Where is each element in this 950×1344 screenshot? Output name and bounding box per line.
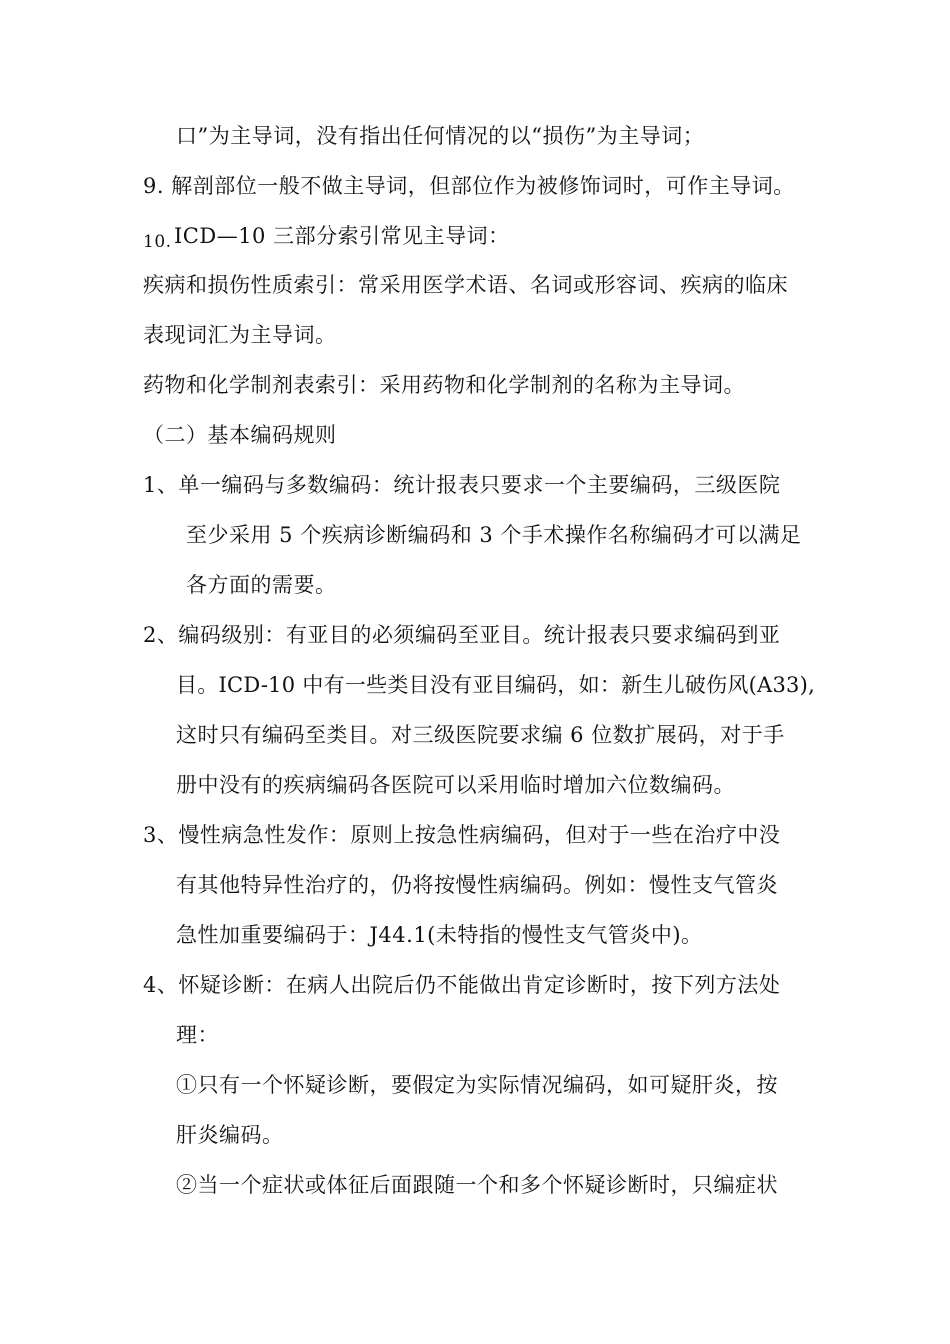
- text-line: 肝炎编码。: [176, 1123, 284, 1147]
- text-line: 3、慢性病急性发作：原则上按急性病编码，但对于一些在治疗中没: [143, 823, 781, 847]
- list-number: 10.: [143, 232, 172, 252]
- section-heading: （二）基本编码规则: [143, 423, 337, 447]
- text-line: 册中没有的疾病编码各医院可以采用临时增加六位数编码。: [176, 773, 735, 797]
- text-line: 疾病和损伤性质索引：常采用医学术语、名词或形容词、疾病的临床: [143, 273, 788, 297]
- text-line: 目。ICD-10 中有一些类目没有亚目编码，如：新生儿破伤风(A33),: [176, 673, 816, 697]
- text-line: 9. 解剖部位一般不做主导词，但部位作为被修饰词时，可作主导词。: [143, 174, 795, 198]
- text-line: 药物和化学制剂表索引：采用药物和化学制剂的名称为主导词。: [143, 373, 745, 397]
- text-line: ①只有一个怀疑诊断，要假定为实际情况编码，如可疑肝炎，按: [176, 1073, 778, 1097]
- text-line: 4、怀疑诊断：在病人出院后仍不能做出肯定诊断时，按下列方法处: [143, 973, 781, 997]
- text-line: 口”为主导词，没有指出任何情况的以“损伤”为主导词；: [176, 124, 705, 148]
- text-line: 1、单一编码与多数编码：统计报表只要求一个主要编码，三级医院: [143, 473, 781, 497]
- text-line: ICD—10 三部分索引常见主导词：: [174, 224, 510, 248]
- text-line: 这时只有编码至类目。对三级医院要求编 6 位数扩展码，对于手: [176, 723, 785, 747]
- text-line: 至少采用 5 个疾病诊断编码和 3 个手术操作名称编码才可以满足: [186, 523, 802, 547]
- text-line: 急性加重要编码于：J44.1(未特指的慢性支气管炎中)。: [176, 923, 703, 947]
- text-line: 有其他特异性治疗的，仍将按慢性病编码。例如：慢性支气管炎: [176, 873, 778, 897]
- text-line: 各方面的需要。: [186, 573, 337, 597]
- text-line: 理：: [176, 1023, 219, 1047]
- text-line: 2、编码级别：有亚目的必须编码至亚目。统计报表只要求编码到亚: [143, 623, 781, 647]
- text-line: ②当一个症状或体征后面跟随一个和多个怀疑诊断时，只编症状: [176, 1173, 778, 1197]
- text-line: 表现词汇为主导词。: [143, 323, 337, 347]
